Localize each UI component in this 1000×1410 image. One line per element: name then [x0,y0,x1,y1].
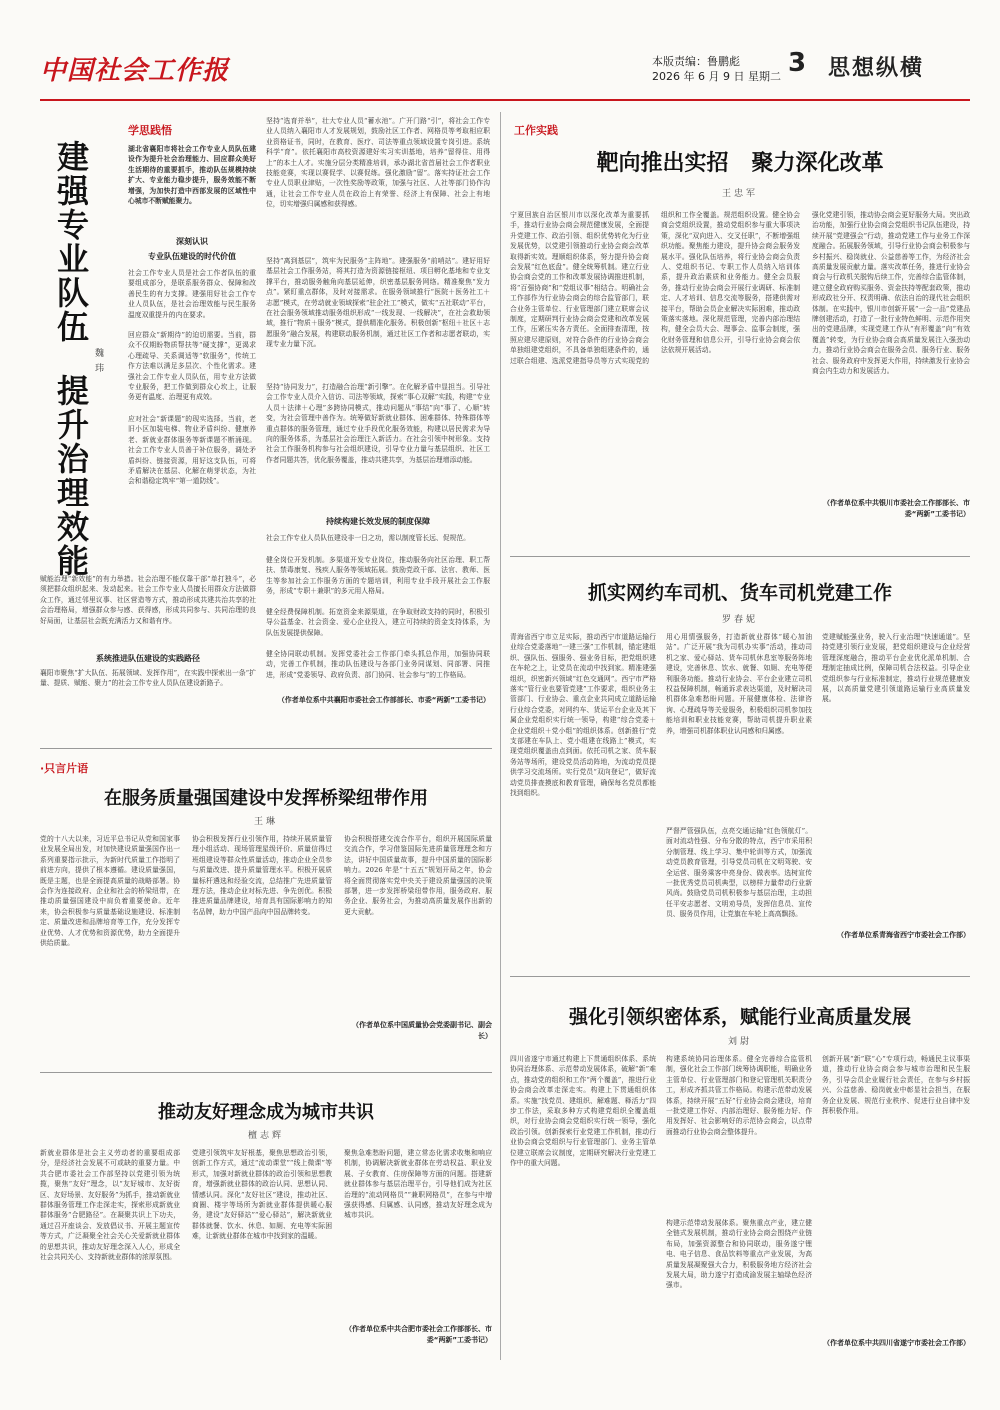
article2-title: 靶向推出实招 聚力深化改革 [596,151,884,176]
article3-author-note: （作者单位系青海省西宁市委社会工作部） [837,931,970,939]
article6-author: 刘尉 [727,1037,752,1047]
article-deepen-reform [510,110,970,550]
masthead-meta [652,54,781,84]
article-industry-system [510,984,970,1370]
article3-paragraph: 青海省西宁市立足实际，推动西宁市道路运输行业综合党委落地“一建三强”工作机制，锚定建组织、强队伍、强服务、强业务目标，把党组织建在车轮之上，让党员在流动中找到家。精准建强组织，织密新兴领域“红色交通网”。西宁市严格落实“管行业也要管党建”工作要求，组织业务主管部门、行业协会、重点企业共同成立道路运输行业综合党委，对网约车、货运平台企业及其下属企业党组织实行统一领导，构建“综合党委＋企业党组织＋党小组”的组织体系。创新推行“党支部建在车队上、党小组建在线路上”模式，实现党组织覆盖由点到面。依托司机之家、货车服务站等场所，建设党员活动阵地，为流动党员提供学习交流场所。实行党员“双向登记”，做好流动党员排查摸底和教育管理，确保每名党员都能找到组织。 [510,633,656,798]
article1-subhead-1: 深刻认识 [176,237,208,246]
article5-paragraph: 新就业群体是社会主义劳动者的重要组成部分，是经济社会发展不可或缺的重要力量。中共合肥市委社会工作部坚持以党建引领为统揽，聚焦“友好”理念，以“友好城市、友好街区、友好场景、友好服务”为抓手，推动新就业群体服务管理工作走深走实，探索形成新就业群体服务“合肥路径”。在凝聚共识上下功夫，通过召开座谈会、发放倡议书、开展主题宣传等方式，广泛凝聚全社会关心关爱新就业群体的思想共识，推动友好理念深入人心，形成全社会共同关心、支持新就业群体的浓厚氛围。 [40,1149,180,1262]
article3-paragraph: 用心用情强服务，打造新就业群体“暖心加油站”。广泛开展“我为司机办实事”活动，推动司机之家、爱心驿站、货车司机休息室等服务阵地建设，完善休息、饮水、就餐、如厕、充电等便利服务功能。推动行业协会、平台企业建立司机权益保障机制，畅通诉求表达渠道，及时解决司机群体急难愁盼问题。开展健康体检、法律咨询、心理疏导等关爱服务，积极组织司机参加技能培训和职业技能竞赛，帮助司机提升职业素养，增强司机群体职业认同感和归属感。 [666,633,812,735]
section-divider [510,976,970,977]
article1-paragraph: 赋能治理“新效能”的有力举措。社会治理不能仅靠干部“单打独斗”，必须把群众组织起来、发动起来。社会工作专业人员擅长用群众方法做群众工作，通过邻里议事、社区营造等方式，推动形成共建共治共享的社会治理格局，增强群众参与感、获得感，形成共同参与、共同治理的良好局面，让基层社会既充满活力又和谐有序。 [40,575,256,625]
article-friendly-city [40,1080,492,1370]
article5-author: 檀志辉 [247,1131,284,1141]
page-editor: 本版责编：鲁鹏彪 [652,55,740,68]
article5-author-note: （作者单位系中共合肥市委社会工作部部长、市委“两新”工委书记） [345,1325,492,1344]
article-build-team [40,110,492,740]
article1-subhead-1b: 专业队伍建设的时代价值 [148,252,236,261]
section-kicker-xuesi: 学思践悟 [128,124,172,137]
column-divider [500,112,501,1360]
article6-paragraph: 构建系统协同治理体系。健全完善综合监管机制，强化社会工作部门统筹协调职能，明确业务主管单位、行业管理部门和登记管理机关职责分工，形成齐抓共管工作格局。构建示范带动发展体系，持续开展“五好”行业协会商会建设，培育一批党建工作好、内部治理好、服务能力好、作用发挥好、社会影响好的示范协会商会，以点带面推动行业协会商会整体提升。 [666,1055,812,1136]
article-quality-bridge [40,758,492,1066]
article1-abstract: 湖北省襄阳市将社会工作专业人员队伍建设作为提升社会治理能力、回应群众美好生活期待的重要抓手，推动队伍规模持续扩大、专业能力稳步提升，服务效能不断增强，为加快打造中西部发展的区域性中心城市不断赋能聚力。 [128,145,256,206]
article1-paragraph: 坚持“选育并举”，壮大专业人员“蓄水池”。广开门路“引”，将社会工作专业人员纳入襄阳市人才发展规划，鼓励社区工作者、网格员等考取相应职业资格证书，同时，在教育、医疗、司法等重点领域设置专岗引进。系统科学“育”。依托襄阳市高校资源建好实习实训基地，培养“留得住、用得上”的本土人才。实施分层分类精准培训，承办湖北省首届社会工作者职业技能竞赛，实现以赛促学、以赛促练。强化激励“留”。落实持证社会工作专业人员职业津贴，一次性奖励等政策，加强与社区、人社等部门协作沟通，让社会工作专业人员在政治上有荣誉、经济上有保障、社会上有地位，切实增强归属感和获得感。 [266,117,490,209]
article1-author: 魏玮 [93,348,103,378]
article2-author-note: （作者单位系中共银川市委社会工作部部长、市委“两新”工委书记） [823,499,970,518]
article1-paragraph: 健全经费保障机制。拓宽资金来源渠道，在争取财政支持的同时，积极引导公益基金、社会资金、爱心企业投入，建立可持续的资金支持体系，为队伍发展提供保障。 [266,608,490,637]
article1-title-part1: 建强专业队伍 [52,140,90,344]
article2-paragraph: 强化党建引领，推动协会商会更好服务大局。突出政治功能，加强行业协会商会党组织书记队伍建设，持续开展“党建强会”行动，推动党建工作与业务工作深度融合。拓展服务领域，引导行业协会商会积极参与乡村振兴、稳岗就业、公益慈善等工作，为经济社会高质量发展贡献力量。落实改革任务，推进行业协会商会与行政机关脱钩后续工作，完善综合监管体制，建立健全政府购买服务、资金扶持等配套政策，推动形成政社分开、权责明确、依法自治的现代社会组织体制。在实践中，银川市创新开展“一会一品”党建品牌创建活动，打造了一批行业特色鲜明、示范作用突出的党建品牌，实现党建工作从“有形覆盖”向“有效覆盖”转变，为行业协会商会高质量发展注入强劲动力，推动行业协会商会在服务会员、服务行业、服务社会、服务政府中发挥更大作用，持续激发行业协会商会内生动力和发展活力。 [812,211,970,376]
section-divider [510,556,970,557]
article4-title: 在服务质量强国建设中发挥桥梁纽带作用 [104,788,428,809]
article3-paragraph: 党建赋能强业务，驶入行业治理“快速通道”。坚持党建引领行业发展，把党组织建设与企业经营管理深度融合，推动平台企业优化派单机制、合理制定抽成比例，保障司机合法权益。引导企业党组织参与行业标准制定，推动行业规范健康发展，以高质量党建引领道路运输行业高质量发展。 [822,633,970,704]
article1-paragraph: 襄阳市聚焦“扩大队伍、拓展领域、发挥作用”，在实践中探索出一条“扩量、提质、赋能、聚力”的社会工作专业人员队伍建设新路子。 [40,669,256,688]
article6-paragraph: 四川省遂宁市通过构建上下贯通组织体系、系统协同治理体系、示范带动发展体系，破解“新”难点，推动党的组织和工作“两个覆盖”，推进行业协会商会改革走深走实。构建上下贯通组织体系。实施“找党员、建组织、解难题、释活力”四步工作法，采取多种方式构建党组织全覆盖组织，对行业协会商会党组织实行统一领导，强化政治引领。创新探索行业党建工作机制，推动行业协会商会党组织与行业管理部门、业务主管单位建立联席会议制度，定期研究解决行业党建工作中的重大问题。 [510,1055,656,1168]
article5-paragraph: 聚焦急难愁盼问题，建立常态化需求收集和响应机制，协调解决新就业群体在劳动权益、职业发展、子女教育、住房保障等方面的问题。搭建新就业群体参与基层治理平台，引导他们成为社区治理的“流动网格员”“兼职网格员”，在参与中增强获得感、归属感、认同感，推动友好理念成为城市共识。 [344,1149,492,1220]
article4-paragraph: 协会积极发挥行业引领作用，持续开展质量管理小组活动、现场管理星级评价、质量信得过班组建设等群众性质量活动，推动企业全员参与质量改进、提升质量管理水平。积极开展质量标杆遴选和经验交流，总结推广先进质量管理方法，推动企业对标先进、争先创优。积极推进质量品牌建设，培育具有国际影响力的知名品牌，助力中国产品向中国品牌转变。 [192,835,332,916]
article4-author: 王琳 [253,817,278,827]
section-kicker-words: ·只言片语 [40,762,89,775]
article3-author: 罗春妮 [721,615,758,625]
masthead [40,46,970,96]
article4-author-note: （作者单位系中国质量协会党委副书记、副会长） [352,1021,492,1040]
article6-paragraph: 构建示范带动发展体系。聚焦重点产业，建立健全链式发展机制，推动行业协会商会围绕产业链布局，加强资源整合和协同联动，服务遂宁锂电、电子信息、食品饮料等重点产业发展，为高质量发展凝聚强大合力，积极服务地方经济社会发展大局，助力遂宁打造成渝发展主轴绿色经济强市。 [666,1219,812,1290]
article1-subhead-3: 持续构建长效发展的制度保障 [326,517,430,526]
article6-title: 强化引领织密体系，赋能行业高质量发展 [568,1006,911,1028]
article1-paragraph: 坚持“离到基层”，筑牢为民服务“主阵地”。建强服务“前哨站”。建好用好基层社会工作服务站，将其打造为资源链接枢纽、项目孵化基地和专业支撑平台，推动服务触角向基层延伸，织密基层服务网络。精准聚焦“发力点”。紧盯重点群体，及时对接需求。在服务领域推行“医院＋医务社工＋志愿”模式，在劳动就业领域探索“驻企社工”模式，做实“五社联动”平台，在社会服务领域推动服务组织形成“一线发现、一线解决”，在社会救助领域，推行“物质＋服务”模式，提供精准化服务。积极创新“枢纽＋社区＋志愿服务”融合发展，构建联动服务机制，通过社区工作者和志愿者联动，实现专业力量下沉。 [266,257,490,349]
article5-paragraph: 党建引领筑牢友好根基，聚焦思想政治引领，创新工作方式，通过“流动课堂”“线上微课”等形式，加强对新就业群体的政治引领和思想教育，增强新就业群体的政治认同、思想认同、情感认同。深化“友好社区”建设，推动社区、商圈、楼宇等场所为新就业群体提供暖心服务，建设“友好驿站”“爱心驿站”，解决新就业群体就餐、饮水、休息、如厕、充电等实际困难，让新就业群体在城市中找到家的温暖。 [192,1149,332,1241]
article3-title: 抓实网约车司机、货车司机党建工作 [587,582,892,604]
section-divider [40,1072,492,1073]
article1-paragraph: 健全岗位开发机制。多渠道开发专业岗位，推动服务向社区治理、职工帮扶、禁毒康复、残疾人服务等领域拓展。鼓励党政干部、法官、教师、医生等参加社会工作服务方面的专题培训，利用专业手段开展社会工作服务，形成“专职＋兼职”的多元用人格局。 [266,556,490,596]
article1-paragraph: 坚持“协同发力”，打造融合治理“新引擎”。在化解矛盾中显担当。引导社会工作专业人员介入信访、司法等领域，探索“事心双解”实践，构建“专业人员＋法律＋心理”多跨协同模式，推动问题从“事结”向“事了、心顺”转变，为社会管理中善作为。统筹做好新就业群体、困难群体、特殊群体等重点群体的服务管理，通过专业手段优化服务效能，构建以居民需求为导向的服务体系，为基层社会治理注入新活力。在社会引领中树形象。支持社会工作服务机构参与社会组织建设，引导专业力量与基层组织、社区工作者同题共答，优化服务覆盖，推动共建共享，为基层治理增添动能。 [266,383,490,464]
article1-subhead-2: 系统推进队伍建设的实践路径 [96,654,200,663]
article3-paragraph: 严督严管强队伍，点亮交通运输“红色领航灯”。面对流动性强、分布分散的特点，西宁市采用积分制管理、线上学习、集中轮训等方式，加强流动党员教育管理，引导党员司机在文明驾驶、安全运营、服务乘客中亮身份、做表率。选树宣传一批优秀党员司机典型，以榜样力量带动行业新风尚。鼓励党员司机积极参与基层治理，主动担任平安志愿者、文明劝导员，发挥信息员、宣传员、服务员作用，让党旗在车轮上高高飘扬。 [666,827,812,919]
article-driver-party [510,564,970,970]
page-section: 思想纵横 [828,56,925,81]
article6-author-note: （作者单位系中共四川省遂宁市委社会工作部） [823,1339,970,1347]
masthead-rule [40,99,970,101]
article1-paragraph: 健全协同联动机制。发挥党委社会工作部门牵头抓总作用，加强协同联动，完善工作机制，推动队伍建设与各部门业务同谋划、同部署、同推进，形成“党委领导、政府负责、部门协同、社会参与”的工作格局。 [266,650,490,679]
section-divider [40,748,492,749]
article1-paragraph: 社会工作专业人员是社会工作者队伍的重要组成部分，是联系服务群众、保障和改善民生的有力支撑。建强用好社会工作专业人员队伍，是社会治理效能与民生服务温度双重提升的内在要求。 [128,269,256,319]
section-kicker-practice: 工作实践 [514,124,558,137]
issue-date: 2026 年 6 月 9 日 星期二 [652,70,781,83]
page-number: 3 [788,48,807,78]
article6-paragraph: 创新开展“新”联“心”专项行动，畅通民主议事渠道，推动行业协会商会参与城市治理和民生服务，引导会员企业履行社会责任，在参与乡村振兴、公益慈善、稳岗就业中彰显社会担当，在服务企业发展、规范行业秩序、促进行业自律中发挥积极作用。 [822,1055,970,1116]
article2-author: 王忠军 [721,189,758,199]
article2-paragraph: 宁夏回族自治区银川市以深化改革为重要抓手，推动行业协会商会规范健康发展，全面提升党建工作、政治引领、组织优势转化为行业发展优势，以党建引领推动行业协会商会改革取得新实效。理顺组织体系，努力提升协会商会发展“红色底盘”。健全统筹机制。建立行业协会商会党的工作和改革发展协调推进机制，将“百强协商”和“党组议事”相结合。明确社会工作部作为行业协会商会的综合监管部门，联合业务主管单位、行业管理部门建立联席会议制度，定期研判行业协会商会党建和改革发展工作，压紧压实各方责任。全面排查清理，按照应建尽建原则，对符合条件的行业协会商会单独组建党组织，不具备单独组建条件的，通过联合组建、选派党建指导员等方式实现党的组织和工作全覆盖。规范组织设置。健全协会商会党组织设置，推动党组织参与重大事项决策，深化“双向进入、交叉任职”，不断增强组织功能。聚焦能力建设，提升协会商会服务发展水平。强化队伍培养，将行业协会商会负责人、党组织书记、专职工作人员纳入培训体系，提升政治素质和业务能力。健全会员服务，推动行业协会商会开展行业调研、标准制定、人才培训、信息交流等服务，搭建供需对接平台，帮助会员企业解决实际困难，推动政策落实落地。深化规范管理，完善内部治理结构，健全会员大会、理事会、监事会制度，强化财务管理和信息公开，引导行业协会商会依法依规开展活动。 [510,211,800,365]
article5-title: 推动友好理念成为城市共识 [158,1102,374,1123]
article1-title-part2: 提升治理效能 [52,374,90,578]
newspaper-logo: 中国社会工作报 [40,56,230,86]
article1-author-note: （作者单位系中共襄阳市委社会工作部部长、市委“两新”工委书记） [277,696,490,704]
article1-paragraph: 应对社会“新课题”的现实选择。当前，老旧小区加装电梯、物业矛盾纠纷、健康养老、新就业群体服务等新课题不断涌现。社会工作专业人员善于补位服务，调处矛盾纠纷、链接资源，用好这支队伍，可将矛盾解决在基层、化解在萌芽状态，为社会和谐稳定筑牢“第一道防线”。 [128,415,256,486]
article4-paragraph: 协会积极搭建交流合作平台，组织开展国际质量交流合作，学习借鉴国际先进质量管理理念和方法，讲好中国质量故事，提升中国质量的国际影响力。2026 年是“十五五”规划开局之年，协会将全面贯彻落实党中央关于建设质量强国的决策部署，进一步发挥桥梁纽带作用，服务政府、服务企业、服务社会，为推动高质量发展作出新的更大贡献。 [344,835,492,916]
article1-paragraph: 回应群众“新期待”的迫切需要。当前，群众不仅期盼物质帮扶等“硬支撑”，更渴求心理疏导、关系调适等“软服务”，传统工作方法难以满足多层次、个性化需求。建强社会工作专业人员队伍，用专业方法做专业服务，把工作做到群众心坎上，让服务更有温度、治理更有成效。 [128,331,256,402]
article1-paragraph: 社会工作专业人员队伍建设非一日之功，需以制度管长远、促规范。 [266,534,470,542]
article4-paragraph: 党的十八大以来，习近平总书记从党和国家事业发展全局出发，对加快建设质量强国作出一系列重要指示批示，为新时代质量工作指明了前进方向，提供了根本遵循。建设质量强国，既是主题，也是全面提高质量的战略部署。协会作为连接政府、企业和社会的桥梁纽带，在推动质量强国建设中肩负着重要使命。近年来，协会积极参与质量基础设施建设、标准制定、质量改进和品牌培育等工作，充分发挥专业优势、人才优势和资源优势，助力全面提升供给质量。 [40,835,180,948]
